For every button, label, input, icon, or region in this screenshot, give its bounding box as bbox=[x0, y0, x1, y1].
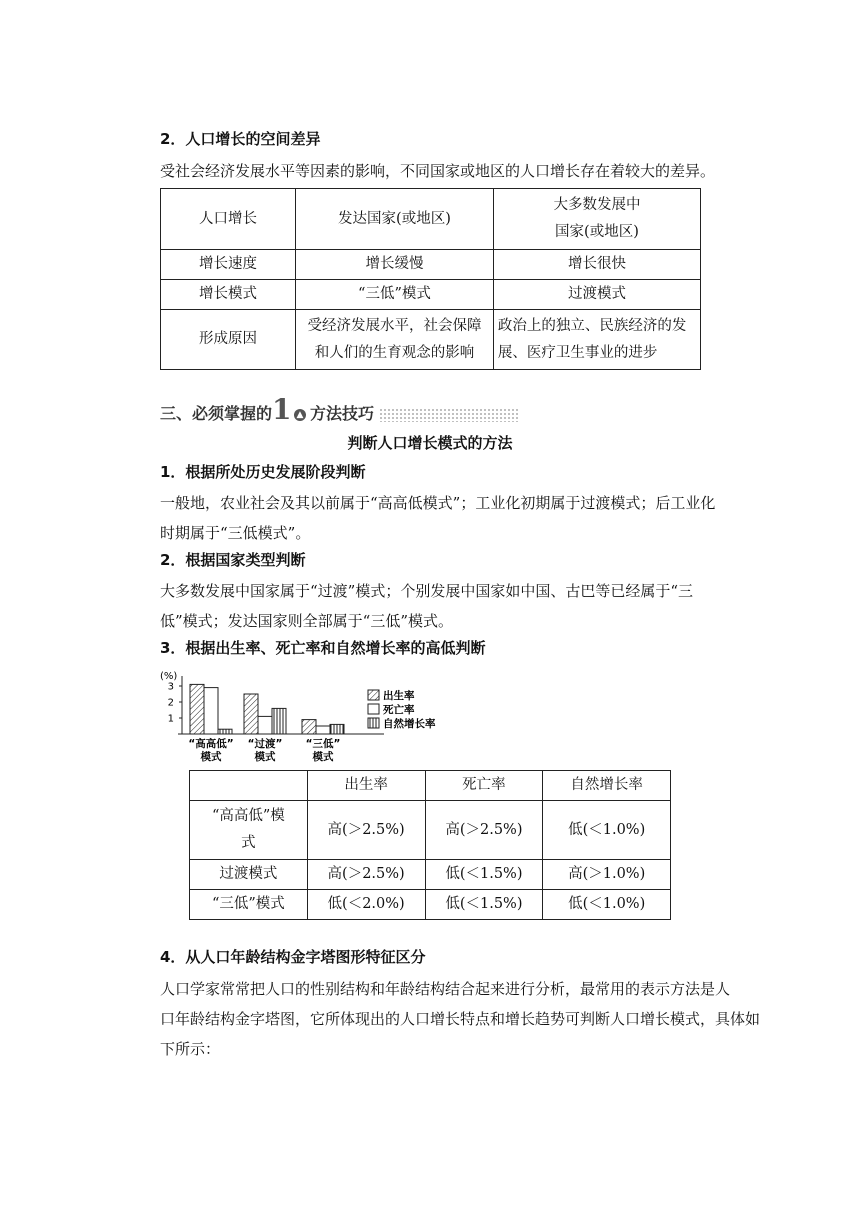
table-cell: 低(＜1.0%) bbox=[543, 890, 671, 920]
legend-swatch bbox=[368, 704, 379, 714]
bar-出生率 bbox=[244, 694, 258, 734]
table-cell: 低(＜1.5%) bbox=[425, 860, 543, 890]
chart-bars bbox=[190, 684, 344, 734]
table-cell: 低(＜2.0%) bbox=[307, 890, 425, 920]
table-cell: 高(＞1.0%) bbox=[543, 860, 671, 890]
table-cell: 过渡模式 bbox=[493, 280, 700, 310]
table-cell: 增长缓慢 bbox=[296, 250, 494, 280]
category-label: “三低” bbox=[305, 738, 341, 750]
cell-line: 受经济发展水平，社会保障 bbox=[307, 317, 482, 334]
section-banner-suffix: 方法技巧 bbox=[310, 404, 375, 423]
cell-line: 展、医疗卫生事业的进步 bbox=[497, 344, 658, 361]
table-header-line: 大多数发展中 bbox=[553, 197, 641, 213]
y-tick-label: 2 bbox=[167, 697, 174, 709]
table-row-label: 增长模式 bbox=[161, 280, 296, 310]
category-label: 模式 bbox=[200, 751, 222, 763]
table-row-label bbox=[190, 801, 308, 860]
table-header-cell bbox=[190, 771, 308, 801]
table-cell: 增长很快 bbox=[493, 250, 700, 280]
bar-出生率 bbox=[302, 720, 316, 734]
method-2-heading: 2．根据国家类型判断 bbox=[160, 551, 306, 569]
method-1-line2: 时期属于“三低模式”。 bbox=[160, 524, 311, 542]
method-4-line3: 下所示： bbox=[160, 1040, 221, 1058]
row-label-line: “高高低”模 bbox=[211, 808, 285, 824]
bar-出生率 bbox=[190, 684, 204, 734]
category-label: 模式 bbox=[312, 751, 334, 763]
section-intro: 受社会经济发展水平等因素的影响，不同国家或地区的人口增长存在着较大的差异。 bbox=[160, 162, 716, 180]
legend-swatch bbox=[368, 718, 379, 728]
section-heading-2: 2．人口增长的空间差异 bbox=[160, 130, 321, 148]
table-cell: 低(＜1.0%) bbox=[543, 801, 671, 860]
bar-死亡率 bbox=[204, 688, 218, 734]
dotted-divider bbox=[379, 408, 519, 422]
cell-line: 和人们的生育观念的影响 bbox=[314, 344, 475, 361]
growth-comparison-table bbox=[160, 188, 701, 370]
table-row-label: “三低”模式 bbox=[190, 890, 308, 920]
section-number-badge: 1 bbox=[272, 393, 292, 426]
bar-自然增长率 bbox=[330, 724, 344, 734]
table-header-cell bbox=[493, 189, 700, 250]
method-4-heading: 4．从人口年龄结构金字塔图形特征区分 bbox=[160, 948, 426, 966]
method-2-line2: 低”模式；发达国家则全部属于“三低”模式。 bbox=[160, 612, 454, 630]
method-4-line2: 口年龄结构金字塔图，它所体现出的人口增长特点和增长趋势可判断人口增长模式，具体如 bbox=[160, 1010, 761, 1028]
bar-自然增长率 bbox=[272, 708, 286, 734]
bar-自然增长率 bbox=[218, 729, 232, 734]
row-label-line: 式 bbox=[241, 835, 256, 851]
table-row-label: 形成原因 bbox=[161, 310, 296, 370]
method-1-heading: 1．根据所处历史发展阶段判断 bbox=[160, 463, 366, 481]
method-3-heading: 3．根据出生率、死亡率和自然增长率的高低判断 bbox=[160, 639, 486, 657]
table-cell: 高(＞2.5%) bbox=[307, 860, 425, 890]
y-tick-label: 1 bbox=[167, 713, 174, 725]
table-row-label: 增长速度 bbox=[161, 250, 296, 280]
method-title: 判断人口增长模式的方法 bbox=[347, 434, 513, 452]
y-tick-label: 3 bbox=[167, 681, 174, 693]
table-header-cell: 自然增长率 bbox=[543, 771, 671, 801]
category-label: “高高低” bbox=[188, 738, 234, 750]
legend-swatch bbox=[368, 690, 379, 700]
table-cell: 高(＞2.5%) bbox=[307, 801, 425, 860]
section-banner-prefix: 三、必须掌握的 bbox=[160, 404, 273, 423]
table-header-line: 国家(或地区) bbox=[555, 224, 639, 240]
rate-criteria-table bbox=[189, 770, 671, 920]
legend-label: 出生率 bbox=[383, 690, 415, 702]
bar-死亡率 bbox=[316, 726, 330, 734]
table-cell: “三低”模式 bbox=[296, 280, 494, 310]
table-header-cell: 出生率 bbox=[307, 771, 425, 801]
method-2-line1: 大多数发展中国家属于“过渡”模式；个别发展中国家如中国、古巴等已经属于“三 bbox=[160, 582, 694, 600]
table-row-label: 过渡模式 bbox=[190, 860, 308, 890]
table-cell: 低(＜1.5%) bbox=[425, 890, 543, 920]
birth-death-rate-chart bbox=[156, 664, 456, 766]
table-cell bbox=[296, 310, 494, 370]
bar-死亡率 bbox=[258, 716, 272, 734]
table-header-cell: 死亡率 bbox=[425, 771, 543, 801]
section-banner bbox=[160, 393, 519, 426]
table-header-cell: 人口增长 bbox=[161, 189, 296, 250]
table-header-cell: 发达国家(或地区) bbox=[296, 189, 494, 250]
arrow-circle-icon: ▲ bbox=[294, 409, 306, 421]
chart-labels bbox=[188, 737, 340, 763]
table-cell bbox=[493, 310, 700, 370]
legend-label: 死亡率 bbox=[383, 704, 415, 716]
category-label: 模式 bbox=[254, 751, 276, 763]
method-4-line1: 人口学家常常把人口的性别结构和年龄结构结合起来进行分析，最常用的表示方法是人 bbox=[160, 980, 731, 998]
table-cell: 高(＞2.5%) bbox=[425, 801, 543, 860]
chart-legend bbox=[368, 689, 436, 730]
y-axis-unit-label: (%) bbox=[160, 671, 178, 682]
cell-line: 政治上的独立、民族经济的发 bbox=[497, 317, 687, 334]
method-1-line1: 一般地，农业社会及其以前属于“高高低模式”；工业化初期属于过渡模式；后工业化 bbox=[160, 494, 716, 512]
category-label: “过渡” bbox=[247, 738, 283, 750]
legend-label: 自然增长率 bbox=[383, 718, 436, 730]
